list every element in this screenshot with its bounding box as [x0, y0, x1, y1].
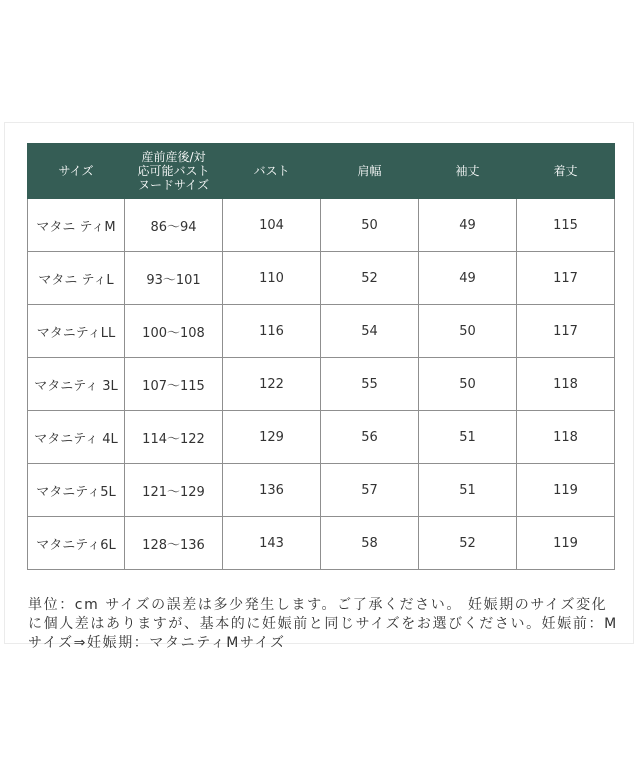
cell-sleeve: 52: [419, 517, 517, 570]
table-row: [28, 199, 615, 252]
cell-shoulder: 58: [321, 517, 419, 570]
cell-shoulder: 56: [321, 411, 419, 464]
header-bust-nude-line-3: ヌードサイズ: [137, 178, 210, 192]
cell-sleeve: 51: [419, 464, 517, 517]
cell-bust: 129: [223, 411, 321, 464]
header-sleeve-length: 袖丈: [419, 144, 517, 199]
table-row: [28, 252, 615, 305]
cell-size: マタニティ 4L: [28, 411, 125, 464]
cell-nude-bust: 121～129: [125, 464, 223, 517]
cell-nude-bust: 100～108: [125, 305, 223, 358]
header-shoulder-width: 肩幅: [321, 144, 419, 199]
cell-nude-bust: 128～136: [125, 517, 223, 570]
cell-bust: 136: [223, 464, 321, 517]
table-header-row: [28, 144, 615, 199]
cell-shoulder: 57: [321, 464, 419, 517]
header-bust-nude-line-2: 応可能バスト: [137, 164, 210, 178]
cell-sleeve: 50: [419, 358, 517, 411]
cell-length: 115: [517, 199, 615, 252]
cell-length: 117: [517, 252, 615, 305]
header-body-length: 着丈: [517, 144, 615, 199]
cell-size: マタニ ティL: [28, 252, 125, 305]
cell-size: マタニティLL: [28, 305, 125, 358]
size-note: 単位：cm サイズの誤差は多少発生します。ご了承ください。 妊娠期のサイズ変化に個人差はありますが、基本的に妊娠前と同じサイズをお選びください。妊娠前：Mサイズ⇒妊娠期：マタニティMサイズ: [28, 597, 618, 651]
cell-size: マタニティ 3L: [28, 358, 125, 411]
cell-bust: 116: [223, 305, 321, 358]
cell-length: 118: [517, 411, 615, 464]
cell-sleeve: 49: [419, 252, 517, 305]
size-chart-table: [27, 143, 615, 570]
header-bust: バスト: [223, 144, 321, 199]
table-row: [28, 305, 615, 358]
cell-size: マタニティ6L: [28, 517, 125, 570]
cell-bust: 110: [223, 252, 321, 305]
cell-size: マタニ ティM: [28, 199, 125, 252]
table-row: [28, 358, 615, 411]
cell-nude-bust: 107～115: [125, 358, 223, 411]
cell-shoulder: 52: [321, 252, 419, 305]
cell-shoulder: 54: [321, 305, 419, 358]
cell-bust: 122: [223, 358, 321, 411]
cell-length: 119: [517, 464, 615, 517]
header-bust-nude-line-1: 産前産後/対: [141, 150, 206, 164]
cell-sleeve: 49: [419, 199, 517, 252]
table-row: [28, 411, 615, 464]
cell-size: マタニティ5L: [28, 464, 125, 517]
header-size: サイズ: [28, 144, 125, 199]
cell-shoulder: 50: [321, 199, 419, 252]
cell-nude-bust: 86～94: [125, 199, 223, 252]
cell-length: 118: [517, 358, 615, 411]
cell-nude-bust: 93～101: [125, 252, 223, 305]
table-row: [28, 517, 615, 570]
cell-length: 117: [517, 305, 615, 358]
cell-bust: 143: [223, 517, 321, 570]
cell-shoulder: 55: [321, 358, 419, 411]
cell-sleeve: 51: [419, 411, 517, 464]
header-bust-nude-size: [125, 144, 223, 199]
table-row: [28, 464, 615, 517]
cell-bust: 104: [223, 199, 321, 252]
cell-nude-bust: 114～122: [125, 411, 223, 464]
cell-sleeve: 50: [419, 305, 517, 358]
cell-length: 119: [517, 517, 615, 570]
